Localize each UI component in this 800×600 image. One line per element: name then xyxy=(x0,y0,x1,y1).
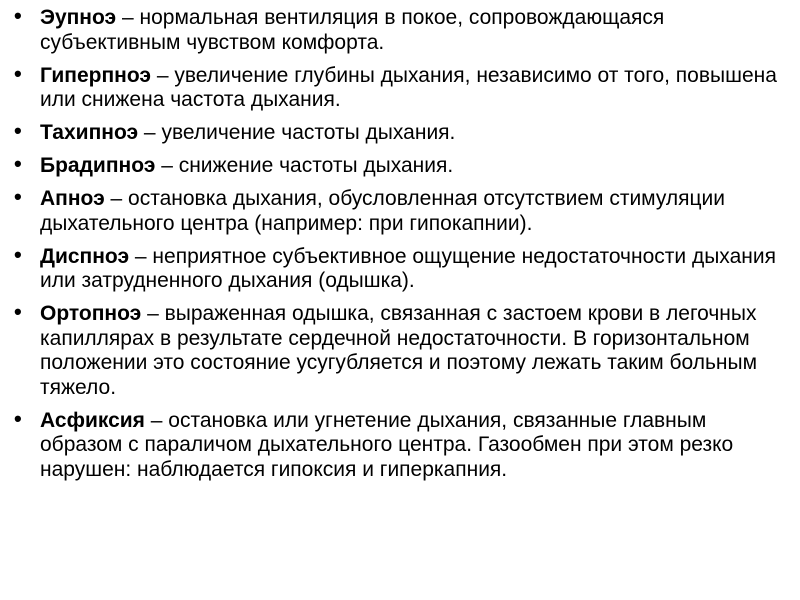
list-item-orthopnea xyxy=(14,299,784,400)
bullet-icon: • xyxy=(14,184,22,209)
list-item-asphyxia xyxy=(14,405,784,483)
bullet-icon: • xyxy=(14,60,22,86)
definition-bradypnea: – снижение частоты дыхания. xyxy=(155,154,454,177)
list-item-hyperpnea xyxy=(14,60,784,113)
list-item-bradypnea xyxy=(14,151,784,179)
list-item-eupnea xyxy=(14,3,784,55)
term-tachypnea: Тахипноэ xyxy=(40,121,139,144)
term-orthopnea: Ортопноэ xyxy=(40,302,142,325)
definition-eupnea: – нормальная вентиляция в покое, сопровождающаяся субъективным чувством комфорта. xyxy=(40,6,665,54)
term-list xyxy=(14,3,784,491)
term-eupnea: Эупноэ xyxy=(40,6,117,29)
list-item-tachypnea xyxy=(14,118,784,146)
bullet-icon: • xyxy=(14,118,22,143)
term-bradypnea: Брадипноэ xyxy=(40,154,156,177)
bullet-icon: • xyxy=(14,405,22,431)
definition-orthopnea: – выраженная одышка, связанная с застоем крови в легочных капиллярах в результате сердечной недостаточности. В горизонтальном положении это состояние усугубляется и поэтому лежать таким больным тяжело. xyxy=(40,302,758,399)
list-item-dyspnea xyxy=(14,241,784,294)
bullet-icon: • xyxy=(14,299,22,324)
term-hyperpnea: Гиперпноэ xyxy=(40,63,151,87)
bullet-icon: • xyxy=(14,151,22,176)
definition-apnea: – остановка дыхания, обусловленная отсутствием стимуляции дыхательного центра (например: при гипокапнии). xyxy=(40,187,726,235)
definition-asphyxia: – остановка или угнетение дыхания, связанные главным образом с параличом дыхательного центра. Газообмен при этом резко нарушен: наблюдается гипоксия и гиперкапния. xyxy=(40,408,734,481)
definition-tachypnea: – увеличение частоты дыхания. xyxy=(138,121,456,144)
term-apnea: Апноэ xyxy=(40,187,105,210)
definition-hyperpnea: – увеличение глубины дыхания, независимо от того, повышена или снижена частота дыхания. xyxy=(40,63,777,111)
bullet-icon: • xyxy=(14,241,22,267)
definition-dyspnea: – неприятное субъективное ощущение недостаточности дыхания или затрудненного дыхания (одышка). xyxy=(40,244,776,292)
list-item-apnea xyxy=(14,184,784,236)
term-dyspnea: Диспноэ xyxy=(40,244,130,268)
term-asphyxia: Асфиксия xyxy=(40,408,145,432)
bullet-icon: • xyxy=(14,3,22,28)
